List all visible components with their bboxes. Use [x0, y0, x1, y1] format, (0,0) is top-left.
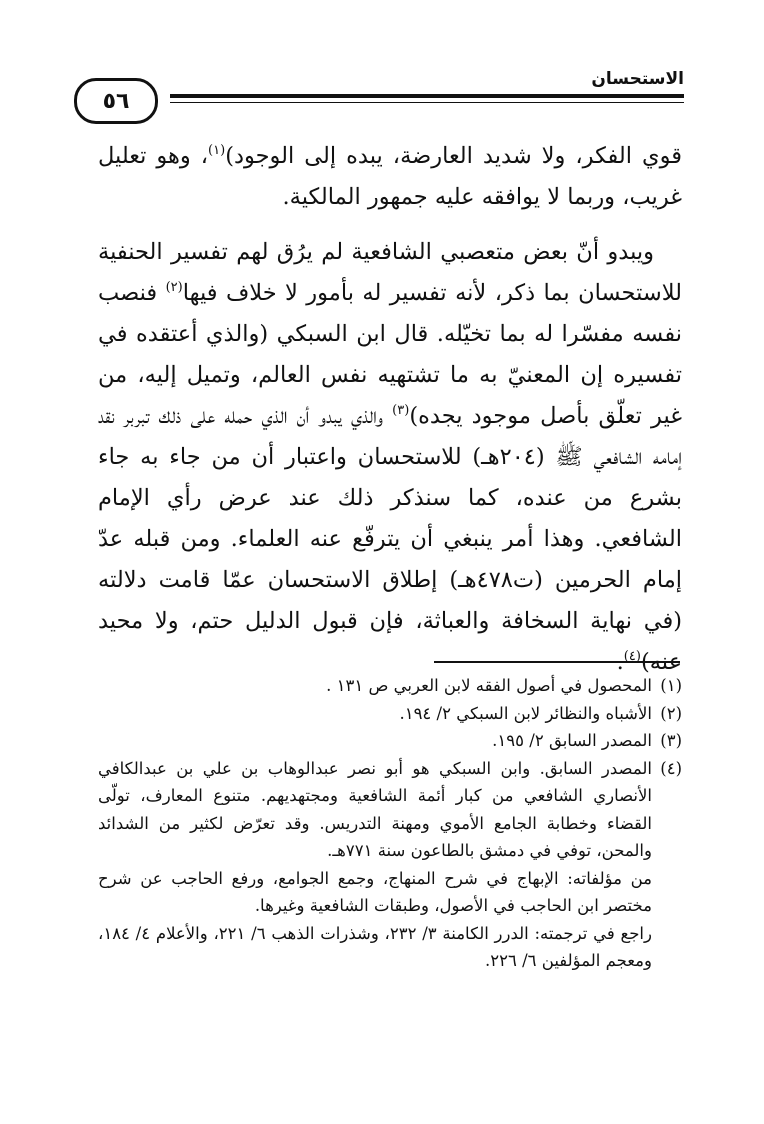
footnote-paragraph: المصدر السابق. وابن السبكي هو أبو نصر عبدالوهاب بن علي بن عبدالكافي الأنصاري الشافعي من كبار أئمة الشافعية ومجتهديهم. متنوع المعارف، تولّى القضاء وخطابة الجامع الأموي ومهنة التدريس. وقد تعرّض لكثير من الشدائد والمحن، توفي في دمشق بالطاعون سنة ٧٧١هـ.: [98, 758, 652, 860]
footnote-text: [98, 755, 652, 975]
footnote-number: (٢): [660, 703, 682, 723]
footnote-text: [98, 727, 652, 755]
running-title: الاستحسان: [591, 69, 684, 89]
footnote-number: (١): [660, 676, 682, 695]
footnote-paragraph: راجع في ترجمته: الدرر الكامنة ٣/ ٢٣٢، وشذرات الذهب ٦/ ٢٢١، والأعلام ٤/ ١٨٤، ومعجم المؤلفين ٦/ ٢٢٦.: [98, 923, 652, 970]
footnote-paragraph: المصدر السابق ٢/ ١٩٥.: [492, 731, 652, 750]
paragraph-2: [98, 232, 682, 683]
header-rule-thick: [96, 94, 684, 98]
footnote-ref-1[interactable]: (١): [208, 143, 226, 158]
page-number: ٥٦: [74, 78, 158, 124]
paragraph-2-part-2: فنصب نفسه مفسّرا له بما تخيّله. قال ابن السبكي (والذي أعتقده في تفسيره إن المعنيّ به ما تشتهيه نفس العالم، وتميل إليه، من غير تعلّق بأصل موجود يجده): [98, 280, 683, 429]
paragraph-1-text: قوي الفكر، ولا شديد العارضة، يبده إلى الوجود): [225, 143, 682, 169]
footnote-number: (٤): [660, 758, 682, 778]
footnote-paragraph: المحصول في أصول الفقه لابن العربي ص ١٣١ .: [326, 676, 652, 695]
footnote-number: (٣): [660, 731, 682, 750]
footnote-ref-4[interactable]: (٤): [623, 649, 641, 664]
footnote-ref-2[interactable]: (٢): [165, 280, 183, 295]
footnote-2: [98, 700, 682, 728]
paragraph-2-part-1: ويبدو أنّ بعض متعصبي الشافعية لم يرُق لهم تفسير الحنفية للاستحسان بما ذكر، لأنه تفسير له بأمور لا خلاف فيها: [98, 239, 682, 306]
header-rule-thin: [96, 102, 684, 103]
paragraph-2-part-4: .: [616, 649, 624, 675]
page-header: [96, 60, 684, 120]
footnotes: [98, 672, 682, 975]
paragraph-1-text-after: ، وهو تعليل غريب، وربما لا يوافقه عليه جمهور المالكية.: [98, 143, 682, 210]
footnote-ref-3[interactable]: (٣): [392, 403, 410, 418]
paragraph-1: [98, 136, 682, 218]
footnote-3: [98, 727, 682, 755]
footnote-paragraph: الأشباه والنظائر لابن السبكي ٢/ ١٩٤.: [399, 703, 652, 723]
footnote-separator: [434, 661, 680, 663]
footnote-4: [98, 755, 682, 975]
footnote-text: [98, 672, 652, 700]
footnote-text: [98, 700, 652, 728]
paragraph-2-part-3: والذي يبدو أن الذي حمله على ذلك تبربر نقد إمامه الشافعي ﷺ (٢٠٤هـ) للاستحسان واعتبار أن من جاء به جاء بشرع من عنده، كما سنذكر ذلك عند عرض رأي الإمام الشافعي. وهذا أمر ينبغي أن يترفّع عنه العلماء. ومن قبله عدّ إمام الحرمين (ت٤٧٨هـ) إطلاق الاستحسان عمّا قامت دلالته (في نهاية السخافة والعباثة، فإن قبول الدليل حتم، ولا محيد عنه): [98, 403, 682, 675]
footnote-1: [98, 672, 682, 700]
footnote-paragraph: من مؤلفاته: الإبهاج في شرح المنهاج، وجمع الجوامع، ورفع الحاجب عن شرح مختصر ابن الحاجب في الأصول، وطبقات الشافعية وغيرها.: [98, 868, 652, 915]
main-text: [98, 136, 682, 683]
